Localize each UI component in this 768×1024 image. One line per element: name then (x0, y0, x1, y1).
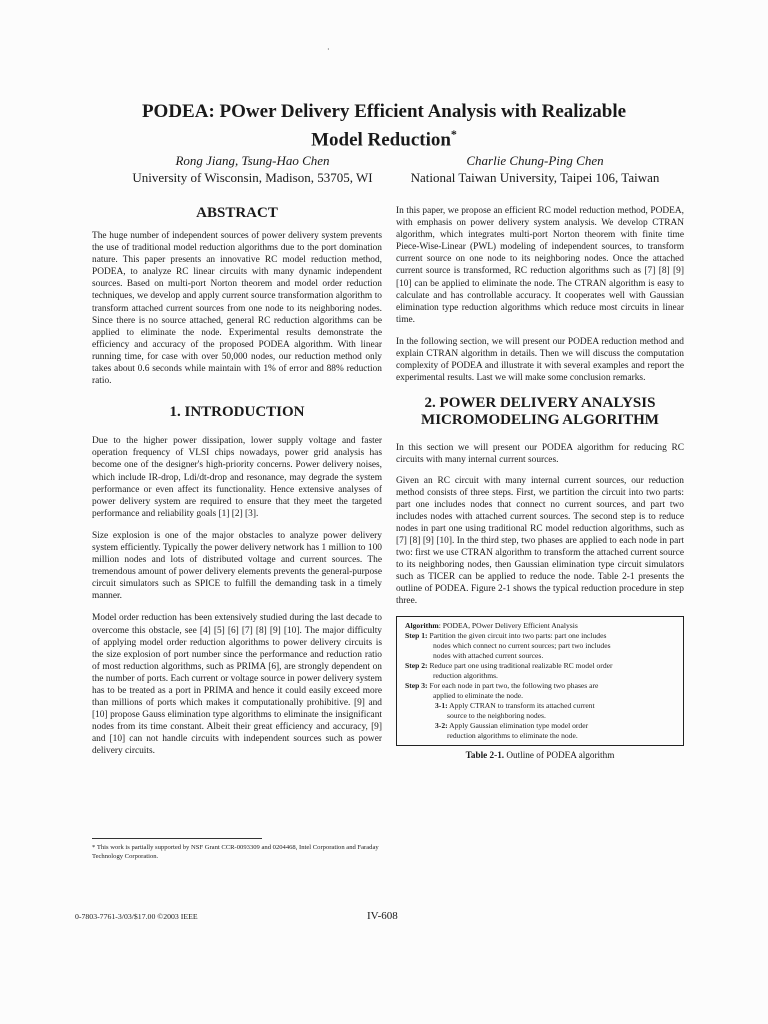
right-column (396, 205, 684, 760)
algorithm-step (405, 681, 677, 691)
algorithm-step-continuation: nodes which connect no current sources; part two includes (433, 640, 611, 650)
algorithm-step (405, 661, 677, 671)
author-block-right (370, 152, 700, 186)
title-line-2 (0, 123, 768, 151)
section-2-paragraph: In this section we will present our PODEA algorithm for reducing RC circuits with many internal current sources. (396, 443, 684, 466)
step-label: Step 3: (405, 680, 428, 690)
title-footnote-mark: * (450, 127, 457, 141)
left-column (92, 205, 382, 758)
table-caption-label: Table 2-1. (465, 749, 505, 760)
isbn-copyright: 0-7803-7761-3/03/$17.00 ©2003 IEEE (75, 912, 198, 921)
algorithm-step (405, 631, 677, 641)
step-label: Step 1: (405, 630, 428, 640)
table-caption (396, 750, 684, 760)
algorithm-title-text: : PODEA, POwer Delivery Efficient Analysis (438, 620, 578, 630)
section-2-paragraph: Given an RC circuit with many internal current sources, our reduction method consists of three steps. First, we partition the circuit into two parts: part one includes nodes that connect no current sources, and part two includes nodes with attached current sources. The second step is to reduce nodes in part one using traditional RC model reduction algorithms, such as [7] [8] [9] [10]. In the third step, two phases are applied to each node in part two: first we use CTRAN algorithm to transform the attached current source to its neighboring nodes, then Gaussian elimination type circuit simulators such as TICER can be applied to reduce the node. Table 2-1 presents the outline of PODEA. Figure 2-1 shows the typical reduction procedure in step three. (396, 475, 684, 607)
algorithm-title-label: Algorithm (405, 620, 439, 630)
intro-continued-paragraph: In the following section, we will present our PODEA reduction method and explain CTRAN algorithm in details. Then we will discuss the computation complexity of PODEA and illustrate it with several examples and report the experimental results. Last we will make some conclusion remarks. (396, 336, 684, 384)
algorithm-box (396, 616, 684, 746)
algorithm-substep (405, 701, 677, 711)
introduction-heading: 1. INTRODUCTION (169, 404, 305, 421)
substep-text: Apply Gaussian elimination type model order (447, 720, 589, 730)
author-names-right: Charlie Chung-Ping Chen (466, 153, 604, 168)
step-text: Reduce part one using traditional realizable RC model order (427, 660, 613, 670)
abstract-text: The huge number of independent sources of power delivery system prevents the use of traditional model reduction algorithms due to the port domination nature. This paper presents an innovative RC model reduction method, PODEA, to analyze RC linear circuits with many dynamic independent sources. Based on multi-port Norton theorem and model order reduction techniques, we develop and apply current source transformation algorithm to transform attached current sources from one node to its neighboring nodes. Since there is no source attached, general RC reduction algorithms can be applied to eliminate the node. Experimental results demonstrate the efficiency and accuracy of the proposed PODEA algorithm. With linear running time, for case with over 50,000 nodes, our reduction method only takes about 0.6 seconds while maintain with 1% of error and 88% reduction ratio. (92, 231, 382, 387)
step-text: Partition the given circuit into two parts: part one includes (427, 630, 607, 640)
footnote: * This work is partially supported by NSF Grant CCR-0093309 and 0204468, Intel Corporation and Faraday Technology Corporation. (92, 844, 379, 860)
intro-paragraph: Due to the higher power dissipation, lower supply voltage and faster operation frequency of VLSI chips nowadays, power grid analysis has become one of the designer's high-priority concerns. Power delivery noises, which include IR-drop, Ldi/dt-drop and resonance, may degrade the system performance or even affect its functionality. Hence extensive analyses of power delivery system are required to ensure that they meet the targeted performance and reliability goals [1] [2] [3]. (92, 436, 382, 519)
author-names-left: Rong Jiang, Tsung-Hao Chen (175, 153, 330, 168)
step-label: Step 2: (405, 660, 428, 670)
abstract-heading: ABSTRACT (196, 205, 278, 221)
algorithm-step-continuation: applied to eliminate the node. (433, 690, 524, 700)
page-number: IV-608 (367, 910, 398, 922)
algorithm-substep-continuation: source to the neighboring nodes. (447, 710, 546, 720)
scan-speck: · (327, 45, 330, 54)
step-text: For each node in part two, the following two phases are (427, 680, 599, 690)
algorithm-title (405, 621, 677, 631)
footnote-divider (92, 838, 262, 839)
section-2-heading-line-2: MICROMODELING ALGORITHM (421, 412, 659, 429)
algorithm-step-continuation: nodes with attached current sources. (433, 650, 544, 660)
algorithm-substep (405, 721, 677, 731)
author-affiliation-right: National Taiwan University, Taipei 106, Taiwan (410, 170, 660, 185)
section-2-heading (396, 395, 684, 429)
intro-paragraph: Size explosion is one of the major obstacles to analyze power delivery system efficiently. Typically the power delivery network has 1 million to 100 million nodes and lots of distributed voltage and current sources. The tremendous amount of power delivery elements prevents the general-purpose circuit simulators such as SPICE to fulfill the demanding task in a timely manner. (92, 530, 382, 602)
substep-label: 3-1: (435, 700, 448, 710)
author-affiliation-left: University of Wisconsin, Madison, 53705, WI (132, 170, 373, 185)
substep-text: Apply CTRAN to transform its attached current (447, 700, 595, 710)
substep-label: 3-2: (435, 720, 448, 730)
title-line-2-text: Model Reduction (311, 129, 451, 151)
paper-title (0, 100, 768, 151)
intro-paragraph: Model order reduction has been extensively studied during the last decade to overcome this obstacle, see [4] [5] [6] [7] [8] [9] [10]. The major difficulty of applying model order reduction algorithms to power delivery circuits is the size explosion of port number since the performance and reduction ratio of most reduction algorithms, such as PRIMA [6], are strongly dependent on the number of ports. Each current or voltage source in power delivery system has to be treated as a port in PRIMA and hence it could easily exceed more than millions of ports which makes it computationally prohibitive. [9] and [10] propose Gauss elimination type algorithms to eliminate the insignificant nodes from its time constant. Albeit their great efficiency and accuracy, [9] and [10] can not handle circuits with independent sources such as power delivery circuits. (92, 613, 382, 757)
title-line-1: PODEA: POwer Delivery Efficient Analysis with Realizable (141, 101, 627, 122)
section-2-heading-line-1: 2. POWER DELIVERY ANALYSIS (424, 395, 656, 412)
algorithm-substep-continuation: reduction algorithms to eliminate the node. (447, 730, 578, 740)
intro-continued-paragraph: In this paper, we propose an efficient RC model reduction method, PODEA, with emphasis on power delivery system analysis. We develop CTRAN algorithm, which integrates multi-port Norton theorem with finite time Piece-Wise-Linear (PWL) modeling of independent sources, to transform current source on one node to its neighboring nodes. Once the attached current source is transformed, RC reduction algorithms such as [7] [8] [9] [10] can be applied to eliminate the node. The CTRAN algorithm is easy to calculate and has controllable accuracy. It cooperates well with Gaussian elimination type reduction algorithms which reduce most circuits in linear time. (396, 206, 684, 325)
algorithm-step-continuation: reduction algorithms. (433, 670, 498, 680)
table-caption-text: Outline of PODEA algorithm (504, 749, 615, 760)
author-block-left (95, 152, 410, 186)
